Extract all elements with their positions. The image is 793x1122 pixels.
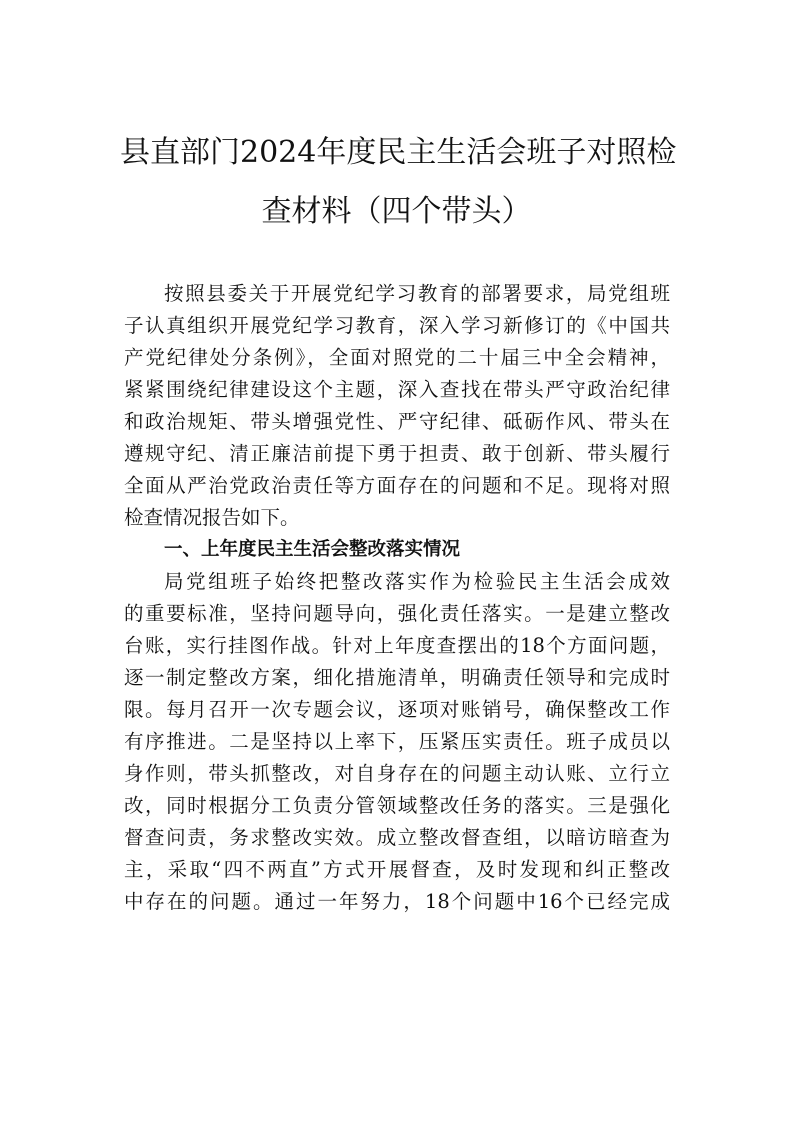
paragraph-line: 和政治规矩、带头增强党性、严守纪律、砥砺作风、带头在 [124, 410, 670, 433]
intro-paragraph [124, 278, 670, 534]
paragraph-line: 检查情况报告如下。 [124, 506, 300, 529]
paragraph-line: 身作则，带头抓整改，对自身存在的问题主动认账、立行立 [124, 762, 670, 785]
document-title-line-1: 县直部门2024年度民主生活会班子对照检 [120, 135, 677, 170]
paragraph-line: 限。每月召开一次专题会议，逐项对账销号，确保整改工作 [124, 698, 670, 721]
paragraph-line: 主，采取“四不两直”方式开展督查，及时发现和纠正整改 [124, 858, 670, 881]
paragraph-line: 中存在的问题。通过一年努力，18个问题中16个已经完成 [124, 890, 670, 913]
paragraph-line: 产党纪律处分条例》，全面对照党的二十届三中全会精神， [124, 346, 670, 369]
paragraph-line: 督查问责，务求整改实效。成立整改督查组，以暗访暗查为 [124, 826, 670, 849]
paragraph-line: 的重要标准，坚持问题导向，强化责任落实。一是建立整改 [124, 602, 670, 625]
paragraph-line: 台账，实行挂图作战。针对上年度查摆出的18个方面问题， [124, 634, 670, 657]
section-paragraph [124, 566, 670, 918]
paragraph-line: 全面从严治党政治责任等方面存在的问题和不足。现将对照 [124, 474, 670, 497]
document-body [124, 278, 670, 918]
section-heading: 一、上年度民主生活会整改落实情况 [164, 539, 461, 560]
document-title-line-2: 查材料（四个带头） [261, 194, 532, 229]
paragraph-line: 逐一制定整改方案，细化措施清单，明确责任领导和完成时 [124, 666, 670, 689]
paragraph-line: 有序推进。二是坚持以上率下，压紧压实责任。班子成员以 [124, 730, 670, 753]
paragraph-line: 紧紧围绕纪律建设这个主题，深入查找在带头严守政治纪律 [124, 378, 670, 401]
paragraph-line: 遵规守纪、清正廉洁前提下勇于担责、敢于创新、带头履行 [124, 442, 670, 465]
paragraph-line: 改，同时根据分工负责分管领域整改任务的落实。三是强化 [124, 794, 670, 817]
paragraph-line: 局党组班子始终把整改落实作为检验民主生活会成效 [164, 570, 670, 593]
paragraph-line: 子认真组织开展党纪学习教育，深入学习新修订的《中国共 [124, 314, 670, 337]
paragraph-line: 按照县委关于开展党纪学习教育的部署要求，局党组班 [164, 282, 670, 305]
